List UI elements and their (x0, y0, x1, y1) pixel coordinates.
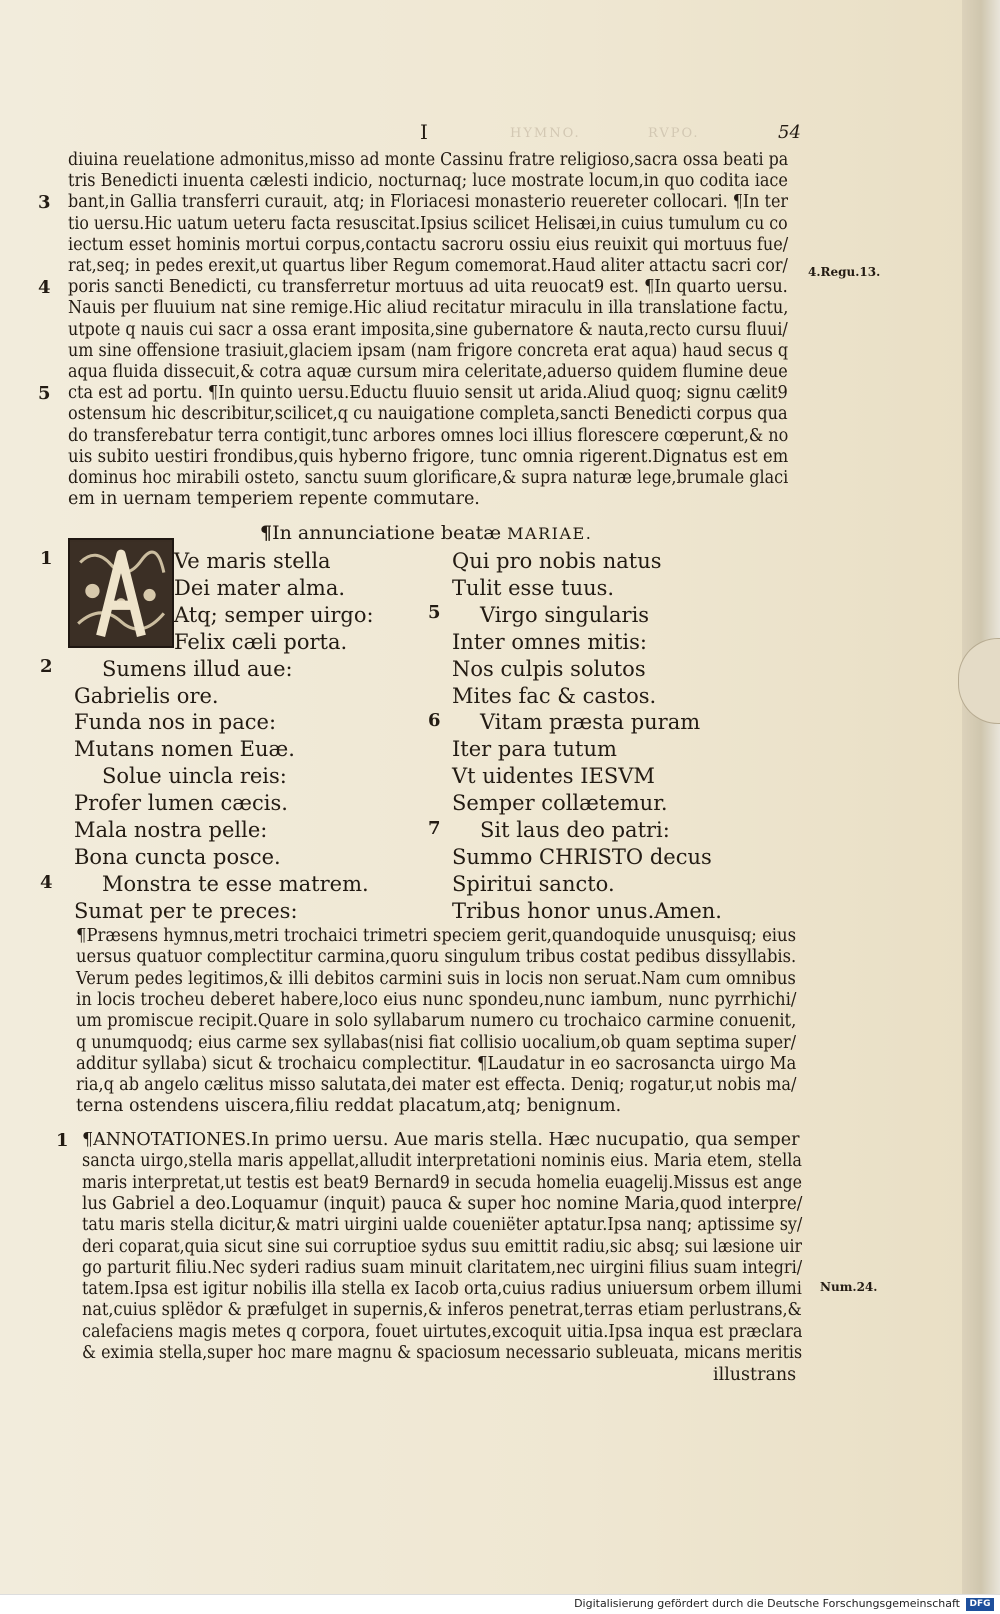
prose-line: diuina reuelatione admonitus,misso ad monte Cassinu fratre religioso,sacra ossa beati pa (68, 150, 789, 170)
prose-line: Nauis per fluuium nat sine remige.Hic aliud recitatur miraculu in illa translatione factu, (68, 298, 789, 319)
hymn-verse: Nos culpis solutos (452, 656, 646, 681)
commentary-line: in locis trocheu deberet habere,loco eius nunc spondeu,nunc iambum, nunc pyrrhichi/ (76, 989, 797, 1010)
hymn-verse: Mutans nomen Euæ. (74, 737, 295, 762)
annotation-line: tatem.Ipsa est igitur nobilis illa stella ex Iacob orta,cuius radius uniuersum orbem illumi (82, 1279, 802, 1300)
footer-bar (0, 1594, 1000, 1614)
hymn-verse: Mala nostra pelle: (74, 818, 268, 842)
prose-line: tio uersu.Hic uatum ueteru facta resuscitat.Ipsius scilicet Helisæi,in cuius tumulum cu co (68, 213, 788, 234)
funding-credit: Digitalisierung gefördert durch die Deutsche Forschungsgemeinschaft (574, 1597, 960, 1610)
margin-verse-number: 3 (38, 192, 51, 214)
commentary-line: Verum pedes legitimos,& illi debitos carmini suis in locis non seruat.Nam cum omnibus (76, 968, 796, 989)
hymn-verse: Bona cuncta posce. (74, 844, 281, 869)
margin-reference: Num.24. (820, 1280, 878, 1294)
hymn-verse: Atq; semper uirgo: (174, 602, 374, 627)
hymn-verse: Dei mater alma. (174, 575, 346, 600)
pilcrow-mark: ¶ (260, 522, 273, 544)
commentary-line: additur syllaba) sicut & trochaicu complectitur. ¶Laudatur in eo sacrosancta uirgo Ma (76, 1053, 797, 1074)
stanza-number: 1 (40, 548, 53, 569)
prose-line: bant,in Gallia transferri curauit, atq; in Floriacesi monasterio reuereter collocari. ¶In ter (68, 192, 789, 213)
stanza-number: 2 (40, 656, 53, 677)
prose-line: um sine offensione trasiuit,glaciem ipsam (nam frigore concreta erat aqua) haud secus q (68, 340, 789, 361)
hymn-verse: Iter para tutum (452, 737, 617, 762)
prose-line: cta est ad portu. ¶In quinto uersu.Eductu fluuio sensit ut arida.Aliud quoq; signu cælit9 (68, 383, 788, 404)
annotation-line: calefaciens magis metes q corpora, fouet uirtutes,excoquit uitia.Ipsa inqua est præclara (82, 1321, 803, 1342)
page-header (0, 120, 968, 150)
hymn-heading-text: In annunciatione beatæ (272, 522, 502, 544)
hymn-verse: Solue uincla reis: (102, 764, 287, 789)
hymn-verse: Vitam præsta puram (480, 710, 701, 735)
prose-line: em in uernam temperiem repente commutare. (68, 489, 480, 510)
commentary-line: um promiscue recipit.Quare in solo syllabarum numero cu trochaico carmine conuenit, (76, 1011, 797, 1032)
annotation-line: go parturit filiu.Nec syderi radius suam minuit claritatem,nec uirgini filius suam integri/ (82, 1257, 803, 1278)
prose-line: rat,seq; in pedes erexit,ut quartus liber Regum comemorat.Haud aliter attactu sacri cor/ (68, 256, 788, 276)
hymn-verse: Ve maris stella (174, 549, 331, 573)
prose-line: do transferebatur terra contigit,tunc arbores omnes loci illius florescere cœperunt,& no (68, 425, 789, 446)
margin-verse-number: 1 (56, 1130, 69, 1151)
commentary-line: uersus quatuor complectitur carmina,quoru singulum tribus costat pedibus dissyllabis. (76, 947, 797, 968)
prose-line: aqua fluida dissecuit,& cotra aquæ cursum mira celeritate,aduerso quidem flumine deue (68, 362, 788, 382)
prose-line: poris sancti Benedicti, cu transferretur mortuus ad uita reuocat9 est. ¶In quarto uersu. (68, 277, 788, 298)
hymn-verse: Summo CHRISTO decus (452, 844, 712, 869)
commentary-line: q unumquodq; eius carme sex syllabas(nisi fiat collisio uocalium,ob quam septima super/ (76, 1032, 797, 1053)
hymn-verse: Monstra te esse matrem. (102, 871, 369, 896)
annotation-line: tatu maris stella dicitur,& matri uirgini ualde coueniëter aptatur.Ipsa nanq; aptissime sy/ (82, 1215, 803, 1236)
annotation-line: maris interpretat,ut testis est beat9 Bernard9 in secuda homelia euagelij.Missus est ange (82, 1172, 803, 1193)
commentary-line: ria,q ab angelo cælitus misso salutata,dei mater est effecta. Deniq; rogatur,ut nobis ma/ (76, 1075, 797, 1096)
hymn-verse: Semper collætemur. (452, 791, 668, 816)
catchword: illustrans (713, 1365, 797, 1385)
hymn-verse: Sumens illud aue: (102, 656, 293, 681)
hymn-verse: Inter omnes mitis: (452, 629, 647, 654)
hymn-verse: Profer lumen cæcis. (74, 791, 288, 816)
margin-verse-number: 5 (38, 383, 51, 405)
bleed-through-text: HYMNO. (510, 126, 581, 141)
hymn-verse: Tulit esse tuus. (452, 575, 615, 600)
bleed-through-text: RVPO. (648, 126, 700, 141)
prose-line: ostensum hic describitur,scilicet,q cu nauigatione completa,sancti Benedicti corpus qua (68, 404, 788, 425)
dfg-logo: DFG (966, 1598, 994, 1611)
signature-mark: I (420, 120, 428, 144)
hymn-verse: Sit laus deo patri: (480, 818, 670, 842)
page-edge (962, 0, 1000, 1594)
hymn-verse: Virgo singularis (480, 602, 650, 627)
hymn-verse: Tribus honor unus.Amen. (452, 898, 722, 923)
margin-verse-number: 4 (38, 277, 51, 299)
commentary-line: terna ostendens uiscera,filiu reddat placatum,atq; benignum. (76, 1096, 622, 1117)
hymn-verse: Qui pro nobis natus (452, 549, 662, 573)
prose-line: iectum esset hominis mortui corpus,contactu sacroru ossiu eius reuixit qui mortuus fue/ (68, 234, 789, 255)
stanza-number: 5 (428, 602, 441, 623)
annotation-line: ¶ANNOTATIONES.In primo uersu. Aue maris stella. Hæc nucupatio, qua semper (82, 1130, 800, 1150)
hymn-heading-caps: MARIAE. (507, 524, 593, 543)
hymn-verse: Gabrielis ore. (74, 683, 219, 708)
hymn-verse: Vt uidentes IESVM (452, 764, 655, 789)
margin-reference: 4.Regu.13. (808, 265, 881, 279)
hymn-verse: Sumat per te preces: (74, 898, 298, 923)
annotation-line: deri coparat,quia sicut sine sui corruptioe sydus suu emittit radiu,sic absq; sui læsione uir (82, 1236, 802, 1257)
hymn-verse: Mites fac & castos. (452, 683, 657, 708)
stanza-number: 6 (428, 710, 441, 731)
stanza-number: 4 (40, 872, 53, 893)
hymn-verse: Spiritui sancto. (452, 871, 615, 896)
annotation-line: lus Gabriel a deo.Loquamur (inquit) pauca & super hoc nomine Maria,quod interpre/ (82, 1193, 803, 1214)
hymn-heading (260, 522, 592, 544)
annotation-line: nat,cuius splëdor & præfulget in supernis,& inferos penetrat,terras etiam perlustrans,& (82, 1300, 802, 1321)
prose-line: uis subito uestiri frondibus,quis hyberno frigore, tunc omnia rigerent.Dignatus est em (68, 446, 789, 467)
commentary-line: ¶Præsens hymnus,metri trochaici trimetri speciem gerit,quandoquide unusquisq; eius (76, 926, 797, 946)
decorated-initial (68, 538, 174, 648)
prose-line: tris Benedicti inuenta cælesti indicio, nocturnaq; luce mostrate locum,in quo codita iace (68, 171, 788, 192)
hymn-verse: Funda nos in pace: (74, 710, 277, 735)
prose-line: utpote q nauis cui sacr a ossa erant imposita,sine gubernatore & nauta,recto cursu fluui/ (68, 319, 788, 340)
stanza-number: 7 (428, 818, 441, 839)
annotation-line: sancta uirgo,stella maris appellat,alludit interpretationi nominis eius. Maria etem, stella (82, 1151, 802, 1172)
decorated-initial-art (70, 540, 172, 646)
folio-number: 54 (778, 122, 801, 143)
annotation-line: & eximia stella,super hoc mare magnu & spaciosum necessario subleuata, micans meritis (82, 1343, 803, 1363)
hymn-verse: Felix cæli porta. (174, 629, 348, 654)
prose-line: dominus hoc mirabili osteto, sanctu suum glorificare,& supra naturæ lege,brumale glaci (68, 468, 789, 488)
